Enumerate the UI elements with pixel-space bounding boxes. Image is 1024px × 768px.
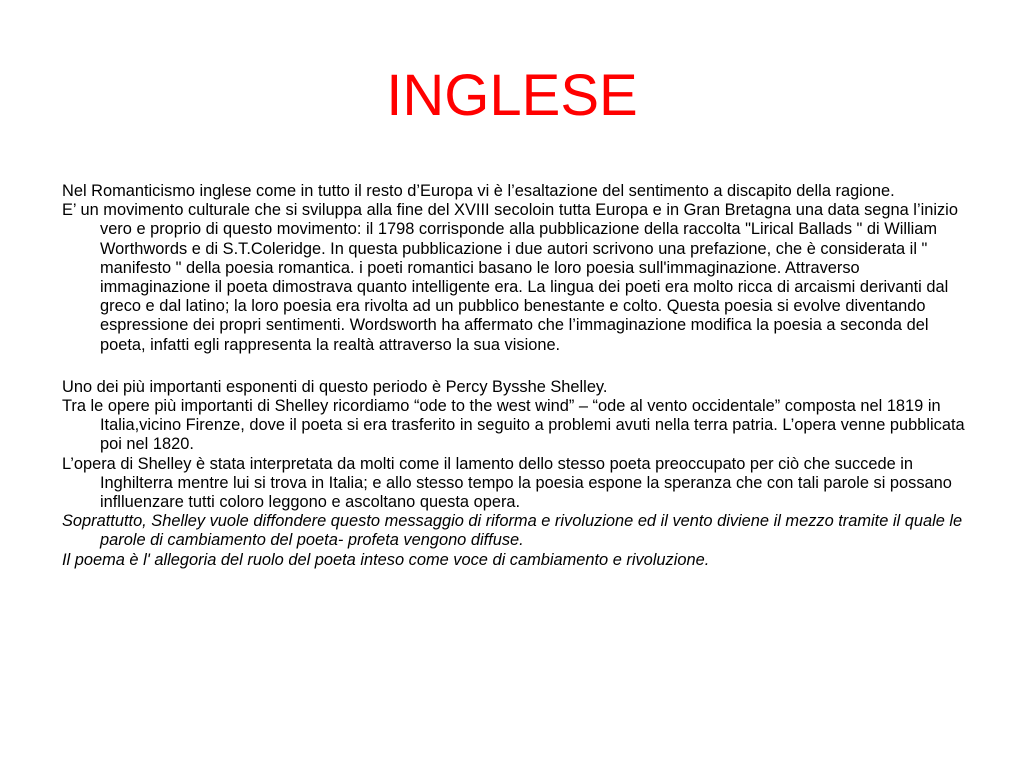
paragraph-movement: E’ un movimento culturale che si sviluppa alla fine del XVIII secoloin tutta Europa e in Gran Bretagna una data segna l’inizio vero e proprio di questo movimento: il 1798 corrisponde alla pubblicazione della raccolta "Lirical Ballads " di William Worthwords e di S.T.Coleridge. In questa pubblicazione i due autori scrivono una prefazione, che è considerata il " manifesto " della poesia romantica. i poeti romantici basano le loro poesia sull'immaginazione. Attraverso immaginazione il poeta dimostrava quanto intelligente era. La lingua dei poeti era molto ricca di arcaismi derivanti dal greco e dal latino; la loro poesia era rivolta ad un pubblico benestante e colto. Questa poesia si evolve diventando espressione dei propri sentimenti. Wordsworth ha affermato che l’immaginazione modifica la poesia a seconda del poeta, infatti egli rappresenta la realtà attraverso la sua visione. [62, 201, 958, 354]
paragraph-allegory: Il poema è l' allegoria del ruolo del poeta inteso come voce di cambiamento e rivoluzione. [62, 550, 710, 569]
paragraph-interpretation: L’opera di Shelley è stata interpretata da molti come il lamento dello stesso poeta preoccupato per ciò che succede in Inghilterra mentre lui si trova in Italia; e allo stesso tempo la poesia espone la speranza che con tali parole si possano inflluenzare tutti coloro leggono e ascoltano questa opera. [62, 454, 952, 512]
slide-title: INGLESE [386, 63, 638, 128]
paragraph-intro: Nel Romanticismo inglese come in tutto il resto d’Europa vi è l’esaltazione del sentimento a discapito della ragione. [62, 182, 895, 200]
paragraph-shelley: Uno dei più importanti esponenti di questo periodo è Percy Bysshe Shelley. [62, 377, 608, 396]
paragraph-message: Soprattutto, Shelley vuole diffondere questo messaggio di riforma e rivoluzione ed il vento diviene il mezzo tramite il quale le parole di cambiamento del poeta- profeta vengono diffuse. [62, 512, 963, 550]
slide-body [62, 182, 970, 570]
paragraph-works: Tra le opere più importanti di Shelley ricordiamo “ode to the west wind” – “ode al vento occidentale” composta nel 1819 in Italia,vicino Firenze, dove il poeta si era trasferito in seguito a problemi avuti nella terra patria. L’opera venne pubblicata poi nel 1820. [62, 397, 965, 454]
